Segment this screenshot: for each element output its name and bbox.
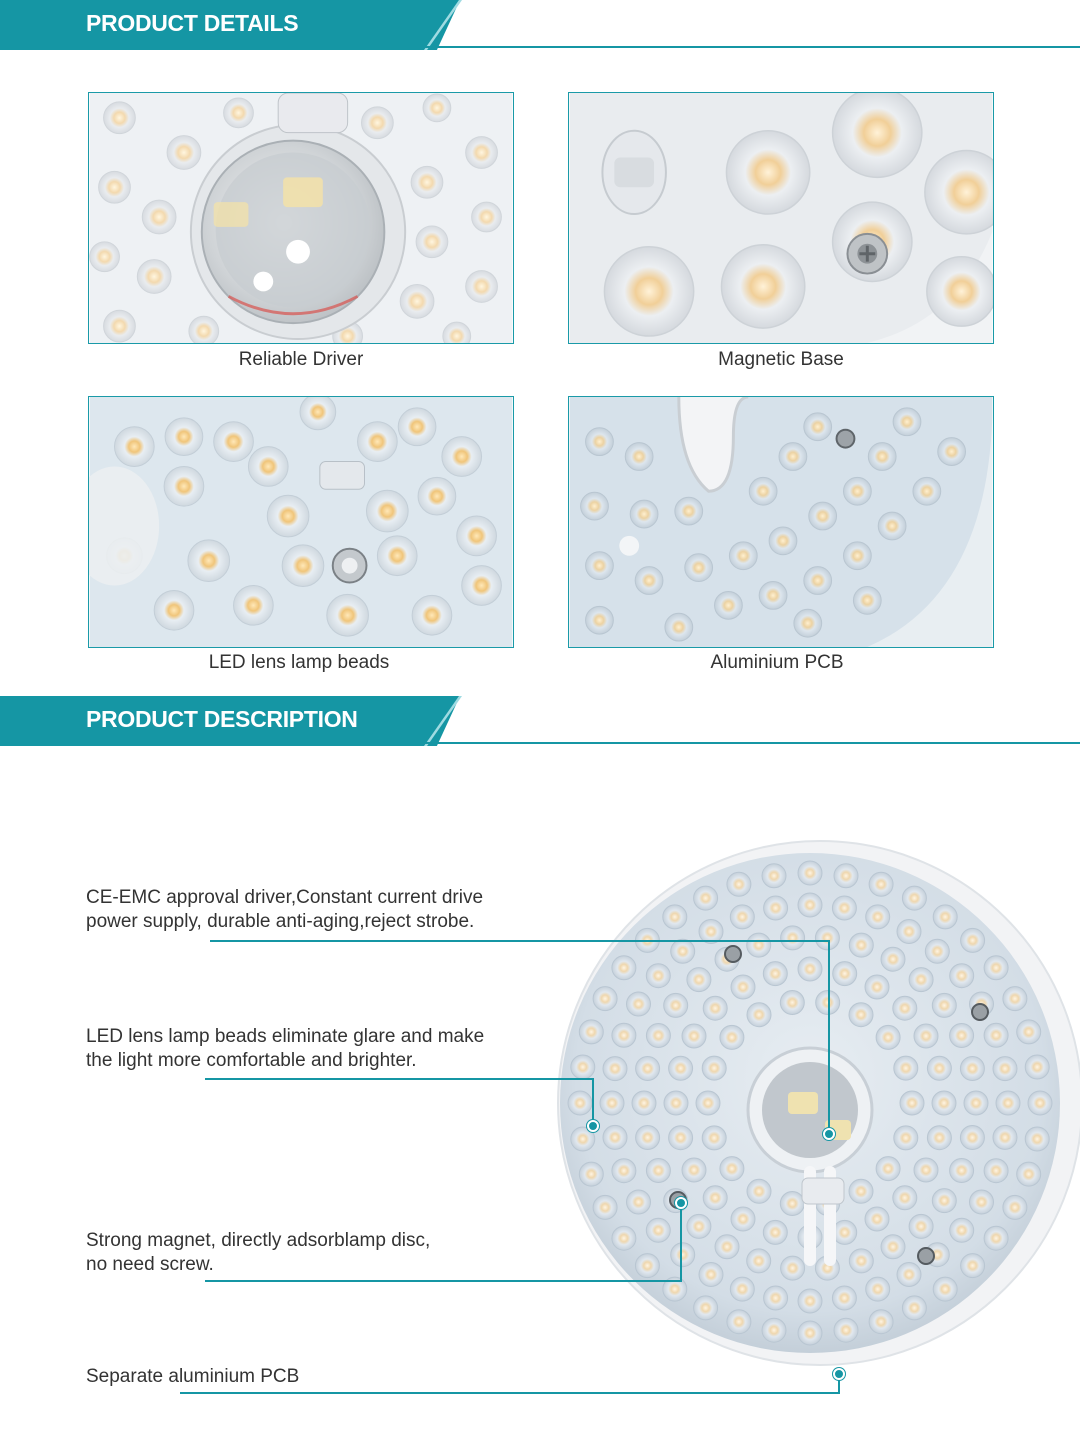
led-bead — [715, 1235, 739, 1259]
led-bead — [909, 968, 933, 992]
photo-led-lens — [88, 396, 514, 648]
led-lens-image — [89, 397, 513, 647]
led-bead — [984, 1023, 1008, 1047]
led-bead — [747, 1003, 771, 1027]
led-bead — [984, 956, 1008, 980]
led-bead — [627, 992, 651, 1016]
led-bead — [663, 905, 687, 929]
led-bead — [798, 957, 822, 981]
led-bead — [731, 1207, 755, 1231]
led-bead — [1017, 1020, 1041, 1044]
section-header-details — [0, 0, 1080, 50]
led-bead — [832, 896, 856, 920]
led-bead — [671, 1243, 695, 1267]
led-bead — [696, 1091, 720, 1115]
led-bead — [927, 1056, 951, 1080]
led-bead — [1025, 1127, 1049, 1151]
led-bead — [669, 1056, 693, 1080]
led-bead — [571, 1055, 595, 1079]
leader-line-driver — [210, 940, 830, 942]
led-bead — [600, 1091, 624, 1115]
led-bead — [703, 1186, 727, 1210]
led-bead — [950, 1218, 974, 1242]
led-bead — [579, 1020, 603, 1044]
led-bead — [876, 1157, 900, 1181]
callout-driver-line-2: power supply, durable anti-aging,reject strobe. — [86, 911, 475, 932]
led-bead — [694, 1296, 718, 1320]
led-bead — [763, 962, 787, 986]
led-bead — [763, 1220, 787, 1244]
caption-magnetic-base: Magnetic Base — [718, 349, 844, 370]
led-bead — [925, 939, 949, 963]
led-bead — [603, 1057, 627, 1081]
led-bead — [764, 896, 788, 920]
led-bead — [798, 861, 822, 885]
led-bead — [702, 1126, 726, 1150]
led-bead — [731, 975, 755, 999]
led-bead — [727, 872, 751, 896]
led-bead — [720, 1025, 744, 1049]
led-bead — [730, 905, 754, 929]
callout-pcb-line-1: Separate aluminium PCB — [86, 1366, 300, 1387]
led-bead — [1028, 1091, 1052, 1115]
led-bead — [849, 1003, 873, 1027]
callout-lens-line-1: LED lens lamp beads eliminate glare and make — [86, 1026, 485, 1047]
photo-reliable-driver — [88, 92, 514, 344]
led-bead — [894, 1126, 918, 1150]
led-bead — [914, 1158, 938, 1182]
lamp-disc-image — [540, 820, 1080, 1390]
led-bead — [893, 1186, 917, 1210]
photo-magnetic-base — [568, 92, 994, 344]
leader-drop-lens — [592, 1078, 594, 1124]
led-bead — [747, 1179, 771, 1203]
photo-aluminium-pcb — [568, 396, 994, 648]
callout-driver — [86, 886, 483, 934]
led-bead — [720, 1157, 744, 1181]
led-bead — [646, 1024, 670, 1048]
led-bead — [950, 1159, 974, 1183]
section-title-details: PRODUCT DETAILS — [86, 10, 299, 36]
led-bead — [933, 1277, 957, 1301]
led-bead — [893, 996, 917, 1020]
led-bead — [1017, 1162, 1041, 1186]
led-bead — [993, 1125, 1017, 1149]
led-bead — [747, 1249, 771, 1273]
led-bead — [682, 1024, 706, 1048]
led-bead — [914, 1024, 938, 1048]
led-bead — [646, 1218, 670, 1242]
callout-pcb — [86, 1365, 299, 1389]
led-bead — [961, 1254, 985, 1278]
led-bead — [834, 1318, 858, 1342]
led-bead — [764, 1286, 788, 1310]
led-bead — [699, 1263, 723, 1287]
led-bead — [664, 1091, 688, 1115]
led-bead — [834, 864, 858, 888]
led-bead — [1003, 987, 1027, 1011]
led-bead — [993, 1057, 1017, 1081]
led-bead — [865, 975, 889, 999]
led-bead — [627, 1190, 651, 1214]
led-bead — [780, 991, 804, 1015]
led-bead — [781, 1256, 805, 1280]
led-bead — [932, 993, 956, 1017]
caption-aluminium-pcb: Aluminium PCB — [710, 652, 844, 673]
callout-driver-line-1: CE-EMC approval driver,Constant current drive — [86, 887, 484, 908]
led-bead — [849, 1249, 873, 1273]
leader-dot-driver — [823, 1128, 835, 1140]
led-bead — [636, 1057, 660, 1081]
aluminium-pcb-image — [569, 397, 993, 647]
led-bead — [876, 1025, 900, 1049]
leader-line-lens — [205, 1078, 594, 1080]
header-tab — [418, 0, 460, 50]
led-bead — [798, 1321, 822, 1345]
led-bead — [869, 1310, 893, 1334]
led-bead — [960, 1126, 984, 1150]
led-bead — [687, 968, 711, 992]
led-bead — [671, 939, 695, 963]
led-bead — [902, 886, 926, 910]
leader-dot-magnet — [675, 1197, 687, 1209]
led-bead — [866, 905, 890, 929]
led-bead — [730, 1277, 754, 1301]
led-bead — [603, 1125, 627, 1149]
leader-line-magnet — [205, 1280, 682, 1282]
led-bead — [664, 993, 688, 1017]
led-bead — [593, 1195, 617, 1219]
led-bead — [703, 996, 727, 1020]
led-bead — [687, 1214, 711, 1238]
led-bead — [612, 1159, 636, 1183]
led-bead — [897, 920, 921, 944]
leader-drop-driver — [828, 940, 830, 1132]
led-bead — [694, 886, 718, 910]
callout-lens — [86, 1025, 484, 1073]
leader-drop-magnet — [680, 1202, 682, 1282]
led-bead — [612, 1023, 636, 1047]
callout-lens-line-2: the light more comfortable and brighter. — [86, 1050, 417, 1071]
led-bead — [832, 1286, 856, 1310]
led-bead — [646, 1159, 670, 1183]
header-rule — [418, 742, 1080, 744]
led-bead — [781, 926, 805, 950]
led-bead — [702, 1056, 726, 1080]
led-bead — [865, 1207, 889, 1231]
led-bead — [682, 1158, 706, 1182]
led-bead — [833, 1220, 857, 1244]
led-bead — [579, 1162, 603, 1186]
led-bead — [747, 933, 771, 957]
led-bead — [1025, 1055, 1049, 1079]
led-bead — [897, 1263, 921, 1287]
led-bead — [612, 956, 636, 980]
led-bead — [932, 1091, 956, 1115]
led-bead — [932, 1189, 956, 1213]
led-bead — [866, 1277, 890, 1301]
led-bead — [964, 1091, 988, 1115]
led-bead — [798, 893, 822, 917]
led-bead — [568, 1091, 592, 1115]
led-bead — [669, 1126, 693, 1150]
led-bead — [833, 962, 857, 986]
led-bead — [636, 1126, 660, 1150]
leader-line-pcb — [180, 1392, 840, 1394]
led-bead — [927, 1126, 951, 1150]
led-bead — [849, 1179, 873, 1203]
section-title-description: PRODUCT DESCRIPTION — [86, 706, 358, 732]
led-bead — [612, 1226, 636, 1250]
caption-led-lens: LED lens lamp beads — [208, 652, 390, 673]
leader-dot-lens — [587, 1120, 599, 1132]
header-tab — [418, 696, 460, 746]
led-bead — [762, 864, 786, 888]
led-bead — [961, 928, 985, 952]
led-bead — [881, 1235, 905, 1259]
led-bead — [869, 872, 893, 896]
led-bead — [881, 947, 905, 971]
led-bead — [970, 1190, 994, 1214]
led-bead — [900, 1091, 924, 1115]
led-bead — [960, 1057, 984, 1081]
led-bead — [849, 933, 873, 957]
caption-reliable-driver: Reliable Driver — [238, 349, 364, 370]
section-header-description — [0, 696, 1080, 746]
led-bead — [798, 1289, 822, 1313]
led-bead — [894, 1056, 918, 1080]
led-bead — [950, 964, 974, 988]
callout-magnet-line-1: Strong magnet, directly adsorblamp disc, — [86, 1230, 431, 1251]
led-bead — [996, 1091, 1020, 1115]
led-bead — [780, 1192, 804, 1216]
magnetic-base-image — [569, 93, 993, 343]
led-bead — [933, 905, 957, 929]
header-rule — [418, 46, 1080, 48]
led-bead — [902, 1296, 926, 1320]
leader-dot-pcb — [833, 1368, 845, 1380]
callout-magnet-line-2: no need screw. — [86, 1254, 214, 1275]
led-bead — [984, 1159, 1008, 1183]
led-bead — [646, 964, 670, 988]
led-bead — [727, 1310, 751, 1334]
led-bead — [984, 1226, 1008, 1250]
led-bead — [950, 1024, 974, 1048]
led-bead — [635, 1254, 659, 1278]
callout-magnet — [86, 1229, 430, 1277]
led-bead — [593, 987, 617, 1011]
led-bead — [909, 1214, 933, 1238]
led-bead — [1003, 1195, 1027, 1219]
driver-image — [89, 93, 513, 343]
led-bead — [632, 1091, 656, 1115]
led-bead — [762, 1318, 786, 1342]
